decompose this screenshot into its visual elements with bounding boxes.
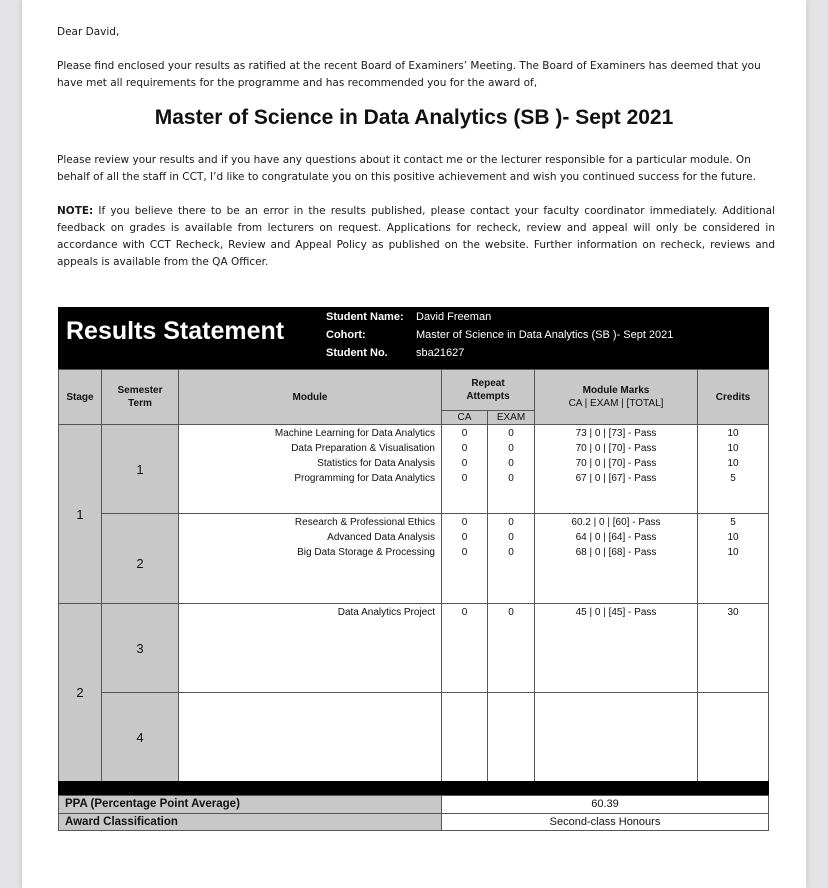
ca-value: 0 [461,428,468,439]
review-paragraph: Please review your results and if you have any questions about it contact me or the lecturer responsible for a particular module. On behalf of all the staff in CCT, I’d like to congratulate you on this positive achievement and wish you continued success for the future. [57,154,756,183]
greeting: Dear David, [57,26,120,38]
credit-value: 10 [727,547,739,558]
intro-paragraph: Please find enclosed your results as ratified at the recent Board of Examiners’ Meeting. The Board of Examiners has deemed that you have met all requirements for the programme and has recommended you for the award of, [57,60,761,89]
term-1: 1 [101,424,179,514]
ca-value: 0 [461,517,468,528]
credit-value: 10 [727,443,739,454]
student-name-label: Student Name: [326,311,404,323]
ca-value: 0 [461,458,468,469]
exam-value: 0 [508,607,514,618]
credit-value: 10 [727,532,739,543]
mark-value: 68 | 0 | [68] - Pass [575,547,657,558]
col-semester: Semester Term [101,369,179,425]
col-repeat: Repeat Attempts [441,369,535,411]
exam-value: 0 [508,517,514,528]
term-1-marks [534,424,698,514]
term-4-ca [441,692,488,782]
col-credits: Credits [697,369,769,425]
col-marks [534,369,698,425]
term-2-modules [178,513,442,604]
separator-bar [58,781,769,796]
ca-value: 0 [461,473,468,484]
award-label-cell [58,813,442,831]
module-name: Statistics for Data Analysis [317,458,435,469]
term-3-credits [697,603,769,693]
credit-value: 10 [727,458,739,469]
term-3-exam [487,603,535,693]
note-text: If you believe there to be an error in the results published, please contact your faculty coordinator immediately. Additional feedback on grades is available from lecturers on request. Applications for recheck, review and appeal will only be considered in accordance with CCT Recheck, Review and Appeal Policy as published on the website. Further information on recheck, reviews and appeals is available from the QA Officer. [57,205,775,268]
col-marks-title: Module Marks [582,385,650,396]
note-label: NOTE: [57,205,94,217]
award-value-cell [441,813,769,831]
ca-value: 0 [461,532,468,543]
term-3: 3 [101,603,179,693]
term-1-exam [487,424,535,514]
exam-value: 0 [508,532,514,543]
term-3-marks [534,603,698,693]
stage-2: 2 [58,603,102,782]
term-1-ca [441,424,488,514]
term-1-credits [697,424,769,514]
award-value: Second-class Honours [549,816,661,828]
exam-value: 0 [508,473,514,484]
student-name-value: David Freeman [416,311,492,323]
term-4: 4 [101,692,179,782]
results-header [58,307,769,369]
term-3-ca [441,603,488,693]
mark-value: 45 | 0 | [45] - Pass [575,607,657,618]
student-no-label: Student No. [326,347,388,359]
credit-value: 5 [730,517,736,528]
col-stage: Stage [58,369,102,425]
term-3-modules [178,603,442,693]
award-title: Master of Science in Data Analytics (SB )- Sept 2021 [154,106,674,129]
module-name: Research & Professional Ethics [294,517,435,528]
mark-value: 64 | 0 | [64] - Pass [575,532,657,543]
credit-value: 5 [730,473,736,484]
results-table [58,307,769,831]
term-4-marks [534,692,698,782]
exam-value: 0 [508,547,514,558]
col-marks-sub: CA | EXAM | [TOTAL] [568,398,664,409]
module-name: Big Data Storage & Processing [297,547,435,558]
exam-value: 0 [508,443,514,454]
award-label: Award Classification [65,816,178,828]
ppa-value-cell [441,795,769,814]
ppa-label-cell [58,795,442,814]
term-1-modules [178,424,442,514]
term-2-credits [697,513,769,604]
mark-value: 73 | 0 | [73] - Pass [575,428,657,439]
term-4-exam [487,692,535,782]
cohort-label: Cohort: [326,329,366,341]
term-2-exam [487,513,535,604]
mark-value: 60.2 | 0 | [60] - Pass [571,517,661,528]
letter-page [22,0,806,888]
term-4-credits [697,692,769,782]
student-no-value: sba21627 [416,347,465,359]
note-paragraph [57,203,775,271]
module-name: Programming for Data Analytics [294,473,435,484]
module-name: Data Preparation & Visualisation [291,443,435,454]
credit-value: 10 [727,428,739,439]
module-name: Advanced Data Analysis [327,532,435,543]
mark-value: 67 | 0 | [67] - Pass [575,473,657,484]
col-exam: EXAM [487,410,535,425]
col-module: Module [178,369,442,425]
term-2: 2 [101,513,179,604]
mark-value: 70 | 0 | [70] - Pass [575,458,657,469]
ca-value: 0 [461,607,468,618]
ppa-value: 60.39 [591,798,619,810]
col-ca: CA [441,410,488,425]
term-2-ca [441,513,488,604]
term-2-marks [534,513,698,604]
cohort-value: Master of Science in Data Analytics (SB )- Sept 2021 [416,329,674,341]
ca-value: 0 [461,443,468,454]
module-name: Data Analytics Project [337,607,435,618]
ca-value: 0 [461,547,468,558]
ppa-label: PPA (Percentage Point Average) [65,798,240,810]
mark-value: 70 | 0 | [70] - Pass [575,443,657,454]
term-4-modules [178,692,442,782]
module-name: Machine Learning for Data Analytics [274,428,435,439]
credit-value: 30 [727,607,739,618]
results-statement-title: Results Statement [66,317,285,345]
exam-value: 0 [508,428,514,439]
stage-1: 1 [58,424,102,604]
exam-value: 0 [508,458,514,469]
